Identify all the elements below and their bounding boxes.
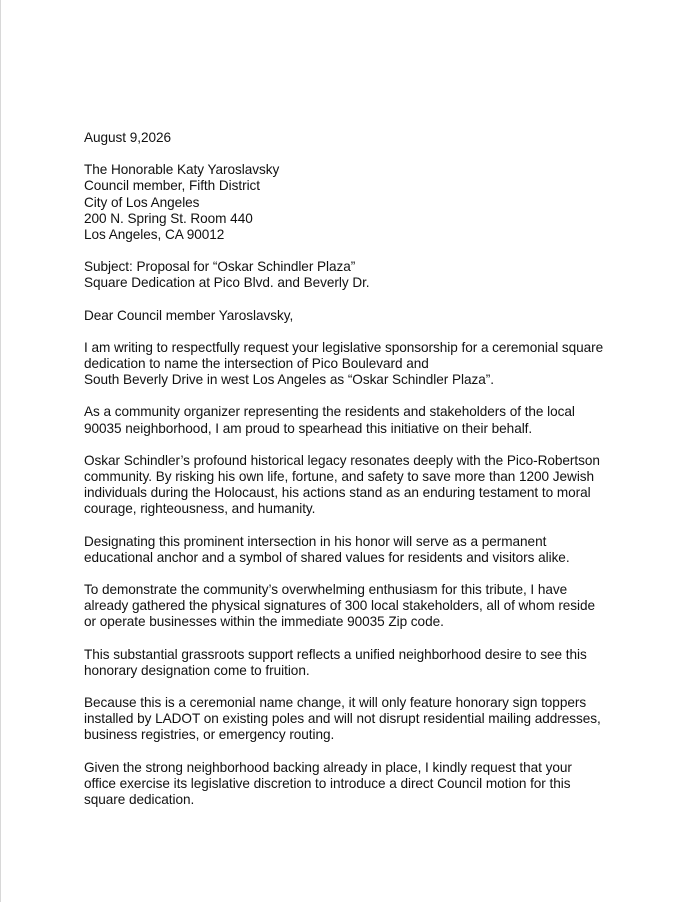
spacer xyxy=(84,679,684,695)
paragraph-ceremonial xyxy=(84,695,684,744)
spacer xyxy=(84,437,684,453)
paragraph-line: community. By risking his own life, fortune, and safety to save more than 1200 Jewish xyxy=(84,469,595,485)
paragraph-line: educational anchor and a symbol of shared values for residents and visitors alike. xyxy=(84,549,570,565)
paragraph-organizer xyxy=(84,404,684,436)
paragraph-support xyxy=(84,647,684,679)
paragraph-line: To demonstrate the community’s overwhelming enthusiasm for this tribute, I have xyxy=(84,582,568,598)
paragraph-line: South Beverly Drive in west Los Angeles as “Oskar Schindler Plaza”. xyxy=(84,372,494,388)
recipient-address-block xyxy=(84,162,684,243)
spacer xyxy=(84,631,684,647)
recipient-organization: City of Los Angeles xyxy=(84,194,200,210)
subject-line-continued: Square Dedication at Pico Blvd. and Beverly Dr. xyxy=(84,275,370,291)
paragraph-line: business registries, or emergency routing. xyxy=(84,727,335,743)
spacer xyxy=(84,243,684,259)
paragraph-line: This substantial grassroots support reflects a unified neighborhood desire to see this xyxy=(84,646,587,662)
paragraph-line: honorary designation come to fruition. xyxy=(84,662,310,678)
paragraph-signatures xyxy=(84,582,684,631)
letter-body xyxy=(84,130,684,808)
salutation: Dear Council member Yaroslavsky, xyxy=(84,307,294,323)
paragraph-line: Designating this prominent intersection in his honor will serve as a permanent xyxy=(84,533,547,549)
subject-block xyxy=(84,259,684,291)
paragraph-line: As a community organizer representing the residents and stakeholders of the local xyxy=(84,404,575,420)
recipient-name: The Honorable Katy Yaroslavsky xyxy=(84,162,280,178)
paragraph-designation xyxy=(84,534,684,566)
spacer xyxy=(84,292,684,308)
paragraph-line: 90035 neighborhood, I am proud to spearhead this initiative on their behalf. xyxy=(84,420,533,436)
paragraph-line: dedication to name the intersection of Pico Boulevard and xyxy=(84,356,429,372)
spacer xyxy=(84,518,684,534)
paragraph-line: courage, righteousness, and humanity. xyxy=(84,501,316,517)
paragraph-line: individuals during the Holocaust, his actions stand as an enduring testament to moral xyxy=(84,485,591,501)
spacer xyxy=(84,566,684,582)
paragraph-legacy xyxy=(84,453,684,518)
paragraph-closing-request xyxy=(84,760,684,809)
paragraph-line: or operate businesses within the immediate 90035 Zip code. xyxy=(84,614,444,630)
recipient-title: Council member, Fifth District xyxy=(84,178,261,194)
letter-date: August 9,2026 xyxy=(84,130,172,145)
paragraph-line: Given the strong neighborhood backing already in place, I kindly request that your xyxy=(84,759,572,775)
subject-line: Subject: Proposal for “Oskar Schindler Plaza” xyxy=(84,259,356,275)
spacer xyxy=(84,388,684,404)
recipient-street: 200 N. Spring St. Room 440 xyxy=(84,210,253,226)
paragraph-line: square dedication. xyxy=(84,792,195,808)
paragraph-request xyxy=(84,340,684,389)
paragraph-line: installed by LADOT on existing poles and will not disrupt residential mailing addresses, xyxy=(84,711,601,727)
paragraph-line: Oskar Schindler’s profound historical legacy resonates deeply with the Pico-Robertson xyxy=(84,452,600,468)
spacer xyxy=(84,744,684,760)
spacer xyxy=(84,324,684,340)
paragraph-line: Because this is a ceremonial name change, it will only feature honorary sign toppers xyxy=(84,695,587,711)
recipient-city-state-zip: Los Angeles, CA 90012 xyxy=(84,227,225,243)
paragraph-line: I am writing to respectfully request your legislative sponsorship for a ceremonial square xyxy=(84,339,604,355)
spacer xyxy=(84,146,684,162)
paragraph-line: office exercise its legislative discretion to introduce a direct Council motion for this xyxy=(84,775,571,791)
paragraph-line: already gathered the physical signatures of 300 local stakeholders, all of whom reside xyxy=(84,598,596,614)
